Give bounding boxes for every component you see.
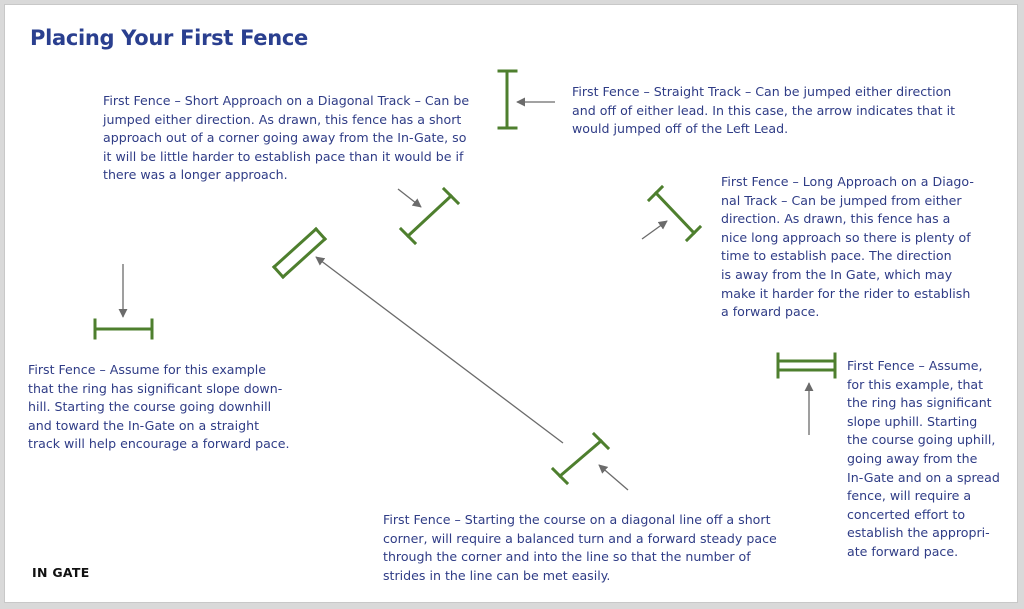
- note-line: for this example, that: [847, 376, 984, 392]
- arrow-short-diagonal: [398, 189, 421, 207]
- note-line: that the ring has significant slope down-: [28, 380, 283, 396]
- fence-long-diagonal: [649, 187, 700, 240]
- note-line: ate forward pace.: [847, 543, 959, 559]
- note-line: First Fence – Assume for this example: [28, 362, 267, 377]
- note-line: strides in the line can be met easily.: [383, 567, 611, 583]
- fence-short-diagonal: [401, 189, 458, 243]
- note-line: First Fence – Straight Track – Can be jumped either direction: [572, 84, 952, 99]
- note-line: nal Track – Can be jumped from either: [721, 192, 962, 208]
- note-line: establish the appropri-: [847, 525, 990, 541]
- note-line: approach out of a corner going away from the In-Gate, so: [103, 130, 467, 146]
- note-line: slope uphill. Starting: [847, 413, 978, 429]
- note-line: through the corner and into the line so that the number of: [383, 549, 751, 565]
- note-line: would jumped off of the Left Lead.: [572, 121, 789, 137]
- arrow-diagonal-line: [316, 257, 563, 443]
- page-title: Placing Your First Fence: [30, 26, 308, 50]
- note-line: a forward pace.: [721, 304, 820, 320]
- note-line: jumped either direction. As drawn, this fence has a short: [103, 111, 462, 127]
- note-line: and off of either lead. In this case, the arrow indicates that it: [572, 102, 956, 118]
- fence-double-rail: [274, 229, 325, 277]
- note-line: the ring has significant: [847, 395, 992, 411]
- note-line: First Fence – Long Approach on a Diago-: [721, 174, 974, 189]
- note-line: direction. As drawn, this fence has a: [721, 211, 951, 227]
- note-line: is away from the In Gate, which may: [721, 266, 953, 282]
- note-line: First Fence – Assume,: [847, 358, 983, 373]
- note-line: nice long approach so there is plenty of: [721, 229, 971, 245]
- note-line: corner, will require a balanced turn and a forward steady pace: [383, 530, 777, 546]
- note-line: track will help encourage a forward pace.: [28, 436, 290, 452]
- note-line: the course going uphill,: [847, 432, 996, 448]
- note-line: hill. Starting the course going downhill: [28, 399, 272, 415]
- note-line: First Fence – Short Approach on a Diagonal Track – Can be: [103, 93, 470, 108]
- arrow-long-diagonal: [642, 221, 667, 239]
- note-line: time to establish pace. The direction: [721, 248, 952, 264]
- note-line: it will be little harder to establish pace than it would be if: [103, 148, 464, 164]
- note-line: fence, will require a: [847, 488, 972, 504]
- note-line: concerted effort to: [847, 506, 966, 522]
- note-line: there was a longer approach.: [103, 167, 288, 183]
- note-line: make it harder for the rider to establish: [721, 285, 971, 301]
- note-line: First Fence – Starting the course on a diagonal line off a short: [383, 512, 771, 527]
- fence-straight-track: [499, 71, 516, 128]
- note-line: In-Gate and on a spread: [847, 469, 1000, 485]
- note-line: going away from the: [847, 450, 978, 466]
- fence-uphill-spread: [778, 354, 835, 377]
- note-line: and toward the In-Gate on a straight: [28, 417, 260, 433]
- in-gate-label: IN GATE: [32, 565, 90, 580]
- arrow-diagonal-line-approach: [599, 465, 628, 490]
- fence-downhill: [95, 320, 152, 338]
